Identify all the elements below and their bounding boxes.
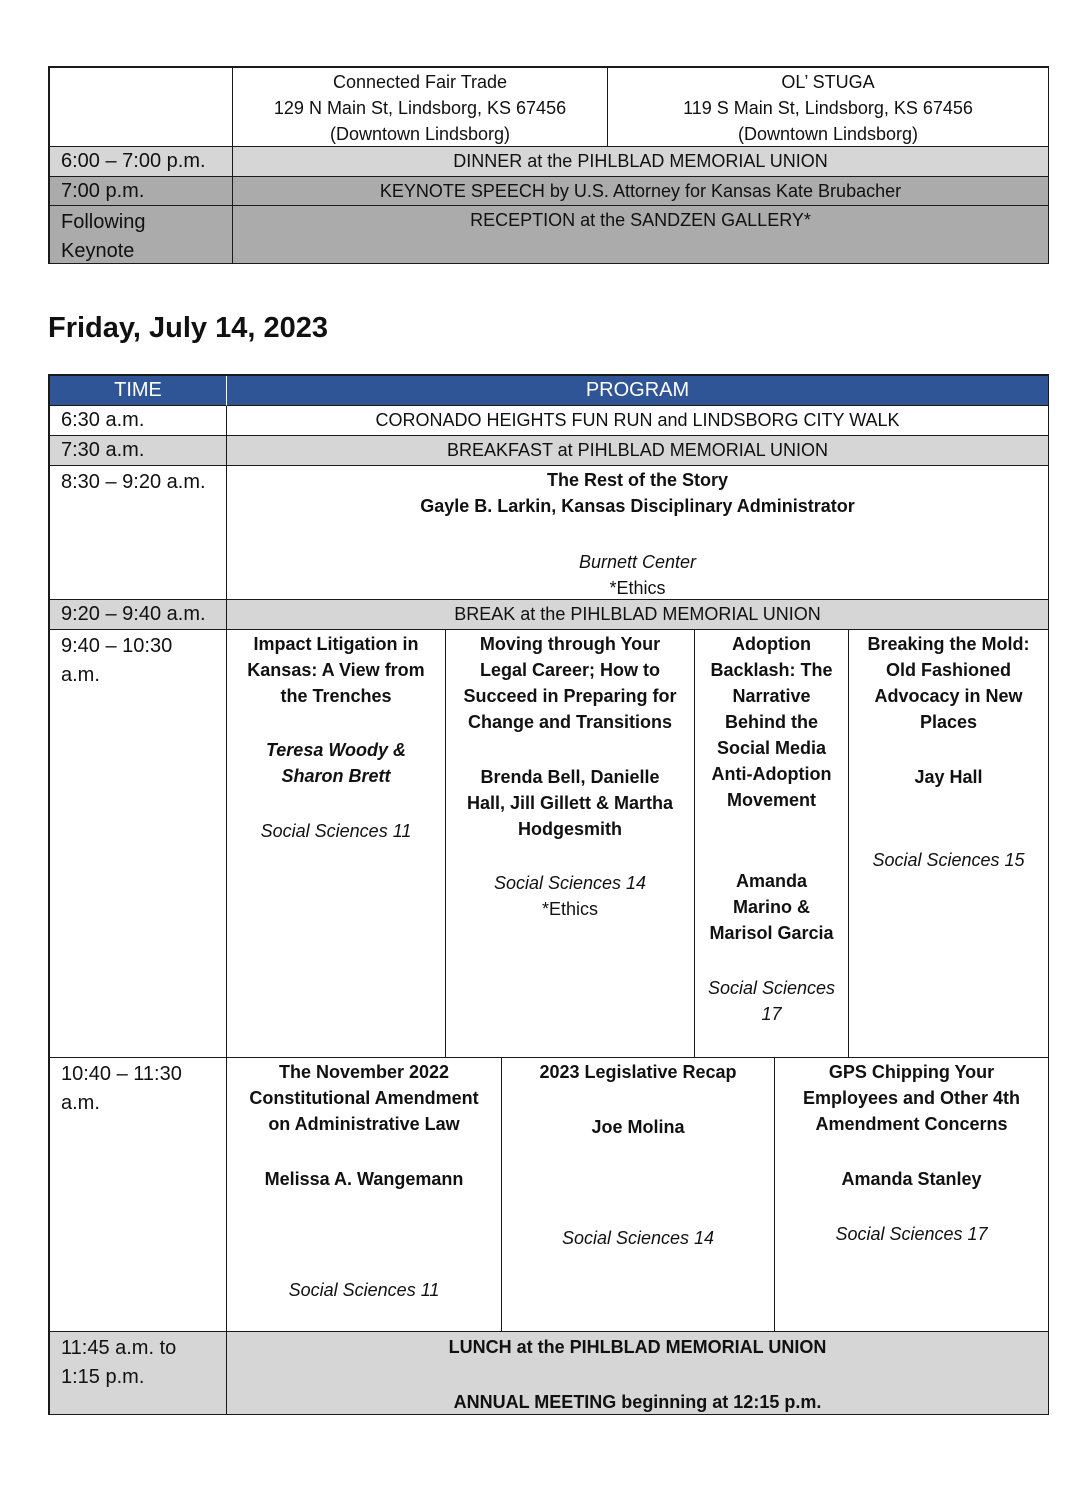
title-line: Breaking the Mold: bbox=[867, 634, 1030, 654]
room-line: Social Sciences bbox=[707, 978, 836, 998]
speaker: Amanda Stanley bbox=[841, 1169, 982, 1189]
title-line: Impact Litigation in bbox=[253, 634, 419, 654]
speaker-line: Hodgesmith bbox=[517, 819, 622, 839]
lunch-event: LUNCH at the PIHLBLAD MEMORIAL UNION bbox=[448, 1337, 827, 1357]
reception-time-line1: Following bbox=[61, 211, 146, 233]
dinner-time: 6:00 – 7:00 p.m. bbox=[50, 147, 233, 177]
block3-session-legislative-recap bbox=[502, 1058, 775, 1332]
empty-time-cell bbox=[50, 68, 233, 147]
break-time: 9:20 – 9:40 a.m. bbox=[50, 600, 227, 630]
session1-time: 8:30 – 9:20 a.m. bbox=[50, 466, 227, 600]
title-line: on Administrative Law bbox=[268, 1114, 460, 1134]
title-line: Change and Transitions bbox=[467, 712, 673, 732]
block2-time bbox=[50, 630, 227, 1058]
speaker: Melissa A. Wangemann bbox=[264, 1169, 464, 1189]
venue-connected-fair-trade bbox=[233, 68, 608, 147]
venue-name: OL’ STUGA bbox=[781, 72, 875, 92]
speaker-line: Teresa Woody & bbox=[265, 740, 407, 760]
venue-name: Connected Fair Trade bbox=[332, 72, 508, 92]
block2-time-line1: 9:40 – 10:30 bbox=[61, 635, 173, 657]
room: Social Sciences 15 bbox=[872, 850, 1025, 870]
block3-session-gps-chipping bbox=[775, 1058, 1049, 1332]
reception-time-line2: Keynote bbox=[61, 240, 135, 262]
title-line: Narrative bbox=[732, 686, 811, 706]
session1-location: Burnett Center bbox=[578, 552, 697, 572]
speaker-line: Sharon Brett bbox=[281, 766, 391, 786]
venue-address: 129 N Main St, Lindsborg, KS 67456 bbox=[273, 98, 567, 118]
venue-area: (Downtown Lindsborg) bbox=[737, 124, 919, 144]
title-line: Social Media bbox=[716, 738, 827, 758]
room: Social Sciences 17 bbox=[835, 1224, 988, 1244]
lunch-time-line1: 11:45 a.m. to bbox=[61, 1337, 177, 1359]
block3-time bbox=[50, 1058, 227, 1332]
reception-event: RECEPTION at the SANDZEN GALLERY* bbox=[233, 206, 1049, 264]
title-line: the Trenches bbox=[280, 686, 392, 706]
session1-speaker: Gayle B. Larkin, Kansas Disciplinary Administrator bbox=[420, 496, 855, 516]
speaker-line: Amanda bbox=[735, 871, 807, 891]
title-line: Behind the bbox=[725, 712, 818, 732]
title-line: Employees and Other 4th bbox=[802, 1088, 1021, 1108]
room: Social Sciences 11 bbox=[260, 821, 412, 841]
speaker-line: Marisol Garcia bbox=[709, 923, 834, 943]
block3-time-line1: 10:40 – 11:30 bbox=[61, 1063, 182, 1085]
speaker: Jay Hall bbox=[914, 767, 983, 787]
room: Social Sciences 11 bbox=[288, 1280, 440, 1300]
reception-time bbox=[50, 206, 233, 264]
venue-ol-stuga bbox=[608, 68, 1049, 147]
title-line: Kansas: A View from bbox=[247, 660, 425, 680]
title-line: Movement bbox=[726, 790, 816, 810]
lunch-time bbox=[50, 1332, 227, 1415]
dinner-event: DINNER at the PIHLBLAD MEMORIAL UNION bbox=[233, 147, 1049, 177]
title-line: Advocacy in New bbox=[874, 686, 1023, 706]
fun-run-time: 6:30 a.m. bbox=[50, 406, 227, 436]
annual-meeting: ANNUAL MEETING beginning at 12:15 p.m. bbox=[453, 1392, 822, 1412]
session1-credit: *Ethics bbox=[609, 578, 666, 598]
fun-run-event: CORONADO HEIGHTS FUN RUN and LINDSBORG CITY WALK bbox=[227, 406, 1049, 436]
block2-session-impact-litigation bbox=[227, 630, 446, 1058]
room: Social Sciences 14 bbox=[561, 1228, 715, 1248]
title-line: Legal Career; How to bbox=[479, 660, 661, 680]
speaker-line: Hall, Jill Gillett & Martha bbox=[466, 793, 674, 813]
speaker: Joe Molina bbox=[591, 1117, 685, 1137]
block3-time-line2: a.m. bbox=[61, 1092, 100, 1114]
day-heading: Friday, July 14, 2023 bbox=[48, 312, 328, 344]
title-line: Backlash: The bbox=[710, 660, 833, 680]
title-line: Anti-Adoption bbox=[711, 764, 832, 784]
speaker-line: Marino & bbox=[732, 897, 810, 917]
title-line: The November 2022 bbox=[278, 1062, 450, 1082]
breakfast-time: 7:30 a.m. bbox=[50, 436, 227, 466]
block2-session-legal-career bbox=[446, 630, 695, 1058]
keynote-time: 7:00 p.m. bbox=[50, 177, 233, 206]
evening-schedule-table bbox=[48, 66, 1049, 264]
block2-session-adoption-backlash bbox=[695, 630, 849, 1058]
title-line: Amendment Concerns bbox=[815, 1114, 1008, 1134]
friday-schedule-table bbox=[48, 374, 1049, 1415]
block2-session-breaking-the-mold bbox=[849, 630, 1049, 1058]
title-line: GPS Chipping Your bbox=[828, 1062, 995, 1082]
title-line: Adoption bbox=[732, 634, 811, 654]
title: 2023 Legislative Recap bbox=[539, 1062, 737, 1082]
breakfast-event: BREAKFAST at PIHLBLAD MEMORIAL UNION bbox=[227, 436, 1049, 466]
title-line: Moving through Your bbox=[479, 634, 661, 654]
room-line: 17 bbox=[761, 1004, 782, 1024]
venue-area: (Downtown Lindsborg) bbox=[329, 124, 511, 144]
block2-time-line2: a.m. bbox=[61, 664, 100, 686]
venue-address: 119 S Main St, Lindsborg, KS 67456 bbox=[683, 98, 973, 118]
block3-session-constitutional-amendment bbox=[227, 1058, 502, 1332]
credit: *Ethics bbox=[541, 899, 599, 919]
break-event: BREAK at the PIHLBLAD MEMORIAL UNION bbox=[227, 600, 1049, 630]
keynote-event: KEYNOTE SPEECH by U.S. Attorney for Kansas Kate Brubacher bbox=[233, 177, 1049, 206]
room: Social Sciences 14 bbox=[493, 873, 647, 893]
program-column-header: PROGRAM bbox=[227, 376, 1049, 406]
speaker-line: Brenda Bell, Danielle bbox=[480, 767, 660, 787]
lunch-program bbox=[227, 1332, 1049, 1415]
session1-title: The Rest of the Story bbox=[546, 470, 729, 490]
time-column-header: TIME bbox=[50, 376, 227, 406]
title-line: Succeed in Preparing for bbox=[463, 686, 677, 706]
title-line: Old Fashioned bbox=[885, 660, 1011, 680]
title-line: Places bbox=[919, 712, 978, 732]
session1-program bbox=[227, 466, 1049, 600]
title-line: Constitutional Amendment bbox=[249, 1088, 479, 1108]
lunch-time-line2: 1:15 p.m. bbox=[61, 1366, 145, 1388]
